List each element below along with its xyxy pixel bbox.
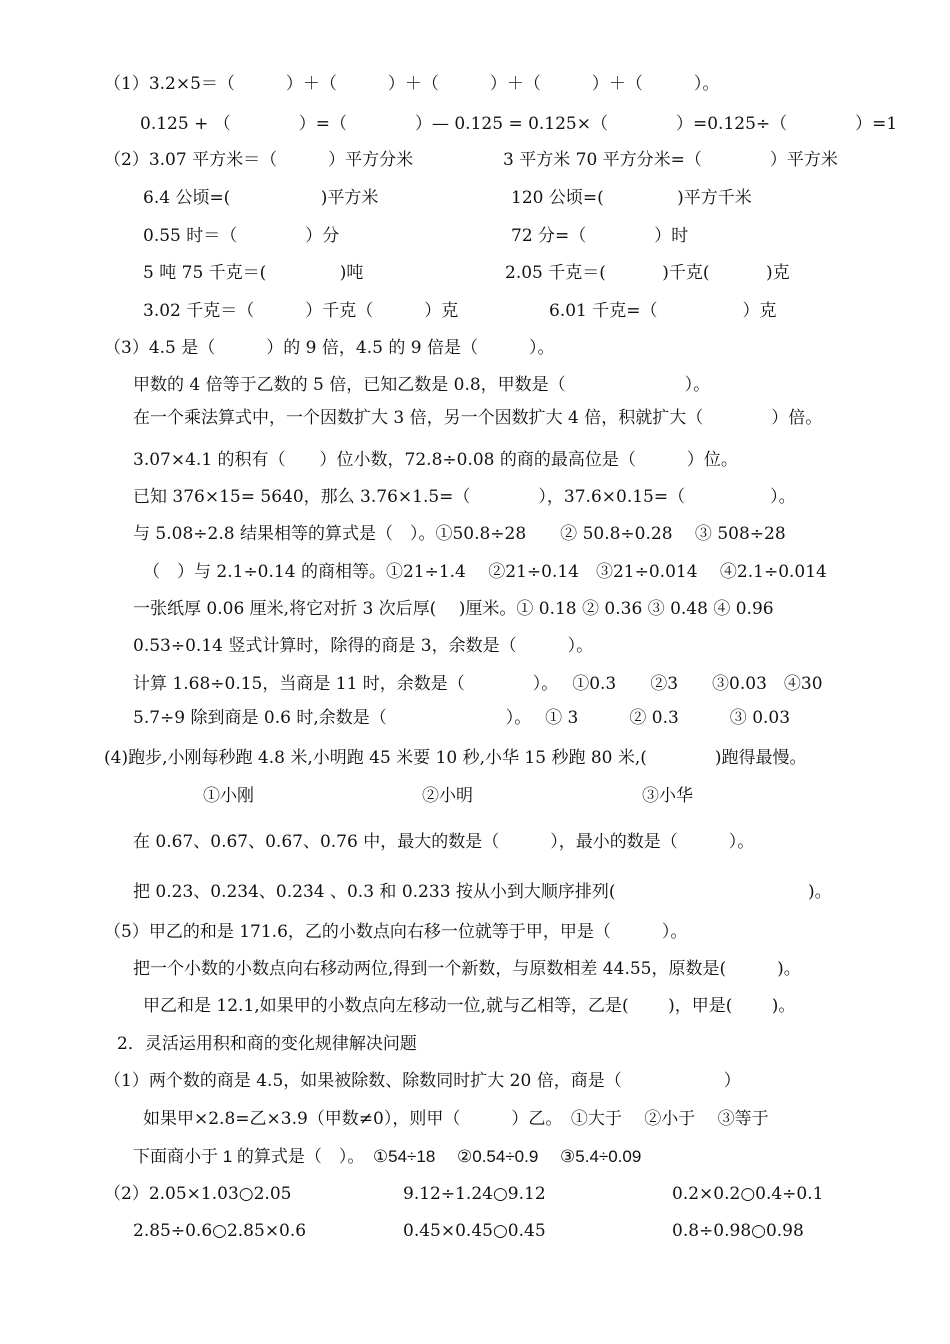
question-text: 与 5.08÷2.8 结果相等的算式是（ ）。①50.8÷28 ② 50.8÷0.28 ③ 508÷28 (133, 524, 786, 544)
question-text: 0.53÷0.14 竖式计算时，除得的商是 3，余数是（ ）。 (133, 636, 594, 656)
worksheet-line (0, 672, 950, 702)
question-text: 9.12÷1.24○9.12 (403, 1184, 546, 1204)
question-text: 0.125 + （ ）=（ ）— 0.125 = 0.125×（ ）=0.125÷（ ）=1 (140, 114, 898, 134)
question-text: 5 吨 75 千克＝( )吨 (143, 263, 364, 283)
worksheet-line (0, 746, 950, 776)
question-text: 2．灵活运用积和商的变化规律解决问题 (117, 1034, 417, 1054)
question-text: （1）3.2×5＝（ ）＋（ ）＋（ ）＋（ ）＋（ ）。 (104, 74, 720, 94)
question-text: 3 平方米 70 平方分米=（ ）平方米 (503, 150, 838, 170)
question-text: 如果甲×2.8=乙×3.9（甲数≠0），则甲（ ）乙。 ①大于 ②小于 ③等于 (143, 1109, 769, 1129)
question-text: 0.8÷0.98○0.98 (672, 1221, 804, 1241)
question-text: （3）4.5 是（ ）的 9 倍，4.5 的 9 倍是（ ）。 (104, 338, 555, 358)
question-text: ③小华 (642, 786, 693, 806)
question-text: 一张纸厚 0.06 厘米,将它对折 3 次后厚( )厘米。① 0.18 ② 0.36 ③ 0.48 ④ 0.96 (133, 599, 774, 619)
worksheet-line (0, 1219, 950, 1249)
worksheet-line (0, 186, 950, 216)
worksheet-line (0, 112, 950, 142)
worksheet-line (0, 261, 950, 291)
worksheet-line (0, 634, 950, 664)
worksheet-line (0, 880, 950, 910)
question-text: （2）2.05×1.03○2.05 (104, 1184, 292, 1204)
worksheet-line (0, 448, 950, 478)
question-text: （ ）与 2.1÷0.14 的商相等。①21÷1.4 ②21÷0.14 ③21÷0.014 ④2.1÷0.014 (143, 562, 827, 582)
question-text: 3.07×4.1 的积有（ ）位小数，72.8÷0.08 的商的最高位是（ ）位。 (133, 450, 738, 470)
question-text: 5.7÷9 除到商是 0.6 时,余数是（ ）。 ① 3 ② 0.3 ③ 0.03 (133, 708, 791, 728)
worksheet-line (0, 1107, 950, 1137)
worksheet-line (0, 406, 950, 436)
worksheet-line (0, 299, 950, 329)
worksheet-line (0, 1032, 950, 1062)
question-text: 甲数的 4 倍等于乙数的 5 倍，已知乙数是 0.8，甲数是（ ）。 (133, 375, 711, 395)
question-text: 在一个乘法算式中，一个因数扩大 3 倍，另一个因数扩大 4 倍，积就扩大（ ）倍。 (133, 408, 823, 428)
worksheet-line (0, 994, 950, 1024)
question-text: （2）3.07 平方米＝（ ）平方分米 (104, 150, 414, 170)
worksheet-line (0, 560, 950, 590)
worksheet-line (0, 522, 950, 552)
question-text: 把 0.23、0.234、0.23̇4̇ 、0.3 和 0.233 按从小到大顺序排列( )。 (133, 882, 832, 902)
question-text: 72 分=（ ）时 (511, 226, 689, 246)
question-text: （5）甲乙的和是 171.6，乙的小数点向右移一位就等于甲，甲是（ ）。 (104, 922, 688, 942)
question-text: 甲乙和是 12.1,如果甲的小数点向左移动一位,就与乙相等，乙是( )，甲是( )。 (143, 996, 796, 1016)
question-text: 把一个小数的小数点向右移动两位,得到一个新数，与原数相差 44.55，原数是( )。 (133, 959, 801, 979)
question-text: ②小明 (422, 786, 473, 806)
worksheet-line (0, 72, 950, 102)
question-text: 0.55 时＝（ ）分 (143, 226, 340, 246)
question-text: 2.85÷0.6○2.85×0.6 (133, 1221, 307, 1241)
worksheet-line (0, 1145, 950, 1175)
question-text: ①小刚 (203, 786, 254, 806)
worksheet-line (0, 1069, 950, 1099)
worksheet-line (0, 1182, 950, 1212)
worksheet-line (0, 706, 950, 736)
question-text: （1）两个数的商是 4.5，如果被除数、除数同时扩大 20 倍，商是（ ） (104, 1071, 741, 1091)
question-text: 3.02 千克＝（ ）千克（ ）克 (143, 301, 459, 321)
worksheet-line (0, 485, 950, 515)
worksheet-line (0, 148, 950, 178)
question-text: 已知 376×15= 5640，那么 3.76×1.5=（ ），37.6×0.15=（ ）。 (133, 487, 796, 507)
question-text: 2.05 千克＝( )千克( )克 (505, 263, 790, 283)
worksheet-line (0, 336, 950, 366)
question-text: 0.45×0.45○0.45 (403, 1221, 546, 1241)
worksheet-line (0, 597, 950, 627)
question-text: 120 公顷=( )平方千米 (511, 188, 752, 208)
question-text: 计算 1.68÷0.15，当商是 11 时，余数是（ ）。 ①0.3 ②3 ③0.03 ④30 (133, 674, 823, 694)
question-text: 6.01 千克=（ ）克 (549, 301, 777, 321)
worksheet-line (0, 920, 950, 950)
question-text: 6.4 公顷=( )平方米 (143, 188, 379, 208)
question-text: 下面商小于 1 的算式是（ ）。 ①54÷18 ②0.54÷0.9 ③5.4÷0.09 (133, 1147, 642, 1166)
question-text: 在 0.67、0.6̇7̇、0.67̇、0.76 中，最大的数是（ ），最小的数是（ ）。 (133, 832, 755, 852)
worksheet-line (0, 373, 950, 403)
question-text: 0.2×0.2○0.4÷0.1 (672, 1184, 824, 1204)
worksheet-line (0, 830, 950, 860)
question-text: (4)跑步,小刚每秒跑 4.8 米,小明跑 45 米要 10 秒,小华 15 秒跑 80 米,( )跑得最慢。 (104, 748, 807, 768)
worksheet-line (0, 957, 950, 987)
worksheet-line (0, 224, 950, 254)
worksheet-line (0, 784, 950, 814)
